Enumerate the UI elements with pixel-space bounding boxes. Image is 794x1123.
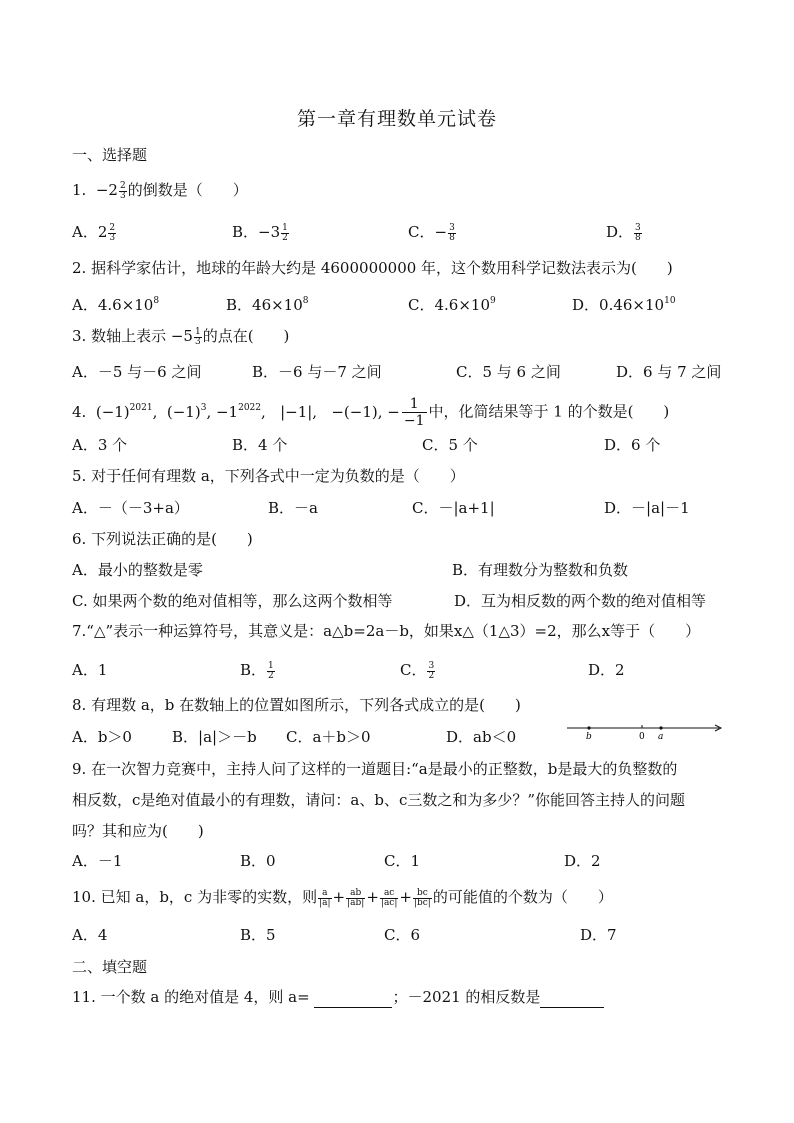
q7-option-d: D．2 bbox=[588, 661, 625, 679]
q4-option-c: C．5 个 bbox=[422, 436, 478, 454]
q3-option-d: D．6 与 7 之间 bbox=[616, 363, 722, 381]
q4-option-b: B．4 个 bbox=[232, 436, 288, 454]
question-7-stem: 7.“△”表示一种运算符号，其意义是：a△b=2a－b，如果x△（1△3）=2，那么x等于（ ） bbox=[72, 622, 701, 640]
q10-option-d: D．7 bbox=[580, 926, 617, 944]
q6-option-d: D．互为相反数的两个数的绝对值相等 bbox=[454, 592, 707, 610]
q4-stem-text: 中，化简结果等于 1 的个数是( ) bbox=[428, 402, 670, 421]
q8-option-b: B．|a|＞－b bbox=[172, 728, 257, 746]
q1-number: 1. bbox=[72, 181, 87, 199]
question-3-stem: 3. 数轴上表示 −5 $\frac{1}{3}$ 的点在( ) bbox=[72, 326, 290, 347]
q6-option-c: C. 如果两个数的绝对值相等，那么这两个数相等 bbox=[72, 592, 393, 610]
point-a bbox=[659, 726, 662, 729]
question-2-stem: 2. 据科学家估计，地球的年龄大约是 4600000000 年，这个数用科学记数法表示为( ) bbox=[72, 259, 673, 277]
q3-option-b: B．－6 与－7 之间 bbox=[252, 363, 382, 381]
point-b bbox=[587, 726, 590, 729]
q1-option-b: B．−3 $\frac{1}{2}$ bbox=[232, 222, 288, 243]
question-9-line-2: 相反数，c是绝对值最小的有理数，请问：a、b、c三数之和为多少？”你能回答主持人的问题 bbox=[72, 791, 686, 809]
q3-option-a: A．－5 与－6 之间 bbox=[72, 363, 202, 381]
question-4-stem: 4. $(-1)^{2021}$, $(-1)^3$, $-1^{2022}$, |−1|, −(−1), − $\frac{1}{-1}$ 中，化简结果等于 1 的个数是( ) bbox=[72, 396, 670, 429]
label-a: a bbox=[658, 732, 664, 742]
q8-option-d: D．ab＜0 bbox=[446, 728, 517, 746]
question-11-stem: 11. 一个数 a 的绝对值是 4，则 a= ；－2021 的相反数是 bbox=[72, 986, 604, 1008]
question-10-stem: 10. 已知 a，b，c 为非零的实数，则 $\frac{a}{|a|}$ + $\frac{ab}{|ab|}$ + $\frac{ac}{|ac|}$ + $\frac{bc}{|bc|}$ 的可能值的个数为（ ） bbox=[72, 887, 613, 908]
q1-option-c: C．− $\frac{3}{8}$ bbox=[408, 222, 455, 243]
q8-option-c: C．a＋b＞0 bbox=[286, 728, 371, 746]
q7-option-a: A．1 bbox=[72, 661, 108, 679]
label-b: b bbox=[586, 732, 592, 742]
q10-option-c: C．6 bbox=[384, 926, 421, 944]
question-9-line-3: 吗？其和应为( ) bbox=[72, 822, 204, 840]
number-line-figure bbox=[565, 722, 725, 742]
section-fill-heading: 二、填空题 bbox=[72, 958, 148, 976]
q6-option-b: B．有理数分为整数和负数 bbox=[452, 561, 629, 579]
q2-option-a: A．$4.6\times 10^8$ bbox=[72, 296, 160, 314]
q3-option-c: C．5 与 6 之间 bbox=[456, 363, 561, 381]
q9-option-d: D．2 bbox=[564, 852, 601, 870]
question-1-stem bbox=[72, 179, 248, 201]
q1-expression: −2 $\frac{2}{3}$ bbox=[91, 180, 126, 201]
q4-option-a: A．3 个 bbox=[72, 436, 128, 454]
q2-option-c: C．$4.6\times 10^9$ bbox=[408, 296, 496, 314]
answer-blank-2[interactable] bbox=[540, 993, 604, 1008]
q2-option-d: D．$0.46\times 10^{10}$ bbox=[572, 296, 676, 314]
question-8-stem: 8. 有理数 a，b 在数轴上的位置如图所示，下列各式成立的是( ) bbox=[72, 696, 521, 714]
q1-option-d: D． $\frac{3}{8}$ bbox=[606, 222, 641, 243]
q1-option-a: A．2 $\frac{2}{3}$ bbox=[72, 222, 116, 243]
q7-option-b: B． $\frac{1}{2}$ bbox=[240, 660, 274, 681]
q6-option-a: A．最小的整数是零 bbox=[72, 561, 203, 579]
q4-option-d: D．6 个 bbox=[604, 436, 661, 454]
q9-option-c: C．1 bbox=[384, 852, 421, 870]
q5-option-b: B．－a bbox=[268, 499, 318, 517]
q2-option-b: B．$46\times 10^8$ bbox=[226, 296, 309, 314]
answer-blank-1[interactable] bbox=[314, 993, 392, 1008]
label-0: 0 bbox=[639, 732, 645, 742]
q1-stem-text: 的倒数是（ ） bbox=[127, 181, 248, 199]
section-choice-heading: 一、选择题 bbox=[72, 146, 148, 164]
q5-option-c: C．－|a+1| bbox=[412, 499, 495, 517]
q10-option-a: A．4 bbox=[72, 926, 108, 944]
page-title: 第一章有理数单元试卷 bbox=[296, 108, 497, 130]
question-9-line-1: 9. 在一次智力竞赛中，主持人问了这样的一道题目:“a是最小的正整数，b是最大的负整数的 bbox=[72, 760, 678, 778]
question-6-stem: 6. 下列说法正确的是( ) bbox=[72, 530, 253, 548]
q5-option-a: A．－（－3+a） bbox=[72, 499, 189, 517]
q8-option-a: A．b＞0 bbox=[72, 728, 132, 746]
q9-option-a: A．－1 bbox=[72, 852, 123, 870]
q9-option-b: B．0 bbox=[240, 852, 276, 870]
q5-option-d: D．－|a|－1 bbox=[604, 499, 690, 517]
question-5-stem: 5. 对于任何有理数 a，下列各式中一定为负数的是（ ） bbox=[72, 467, 465, 485]
q7-option-c: C． $\frac{3}{2}$ bbox=[400, 660, 435, 681]
q10-option-b: B．5 bbox=[240, 926, 276, 944]
